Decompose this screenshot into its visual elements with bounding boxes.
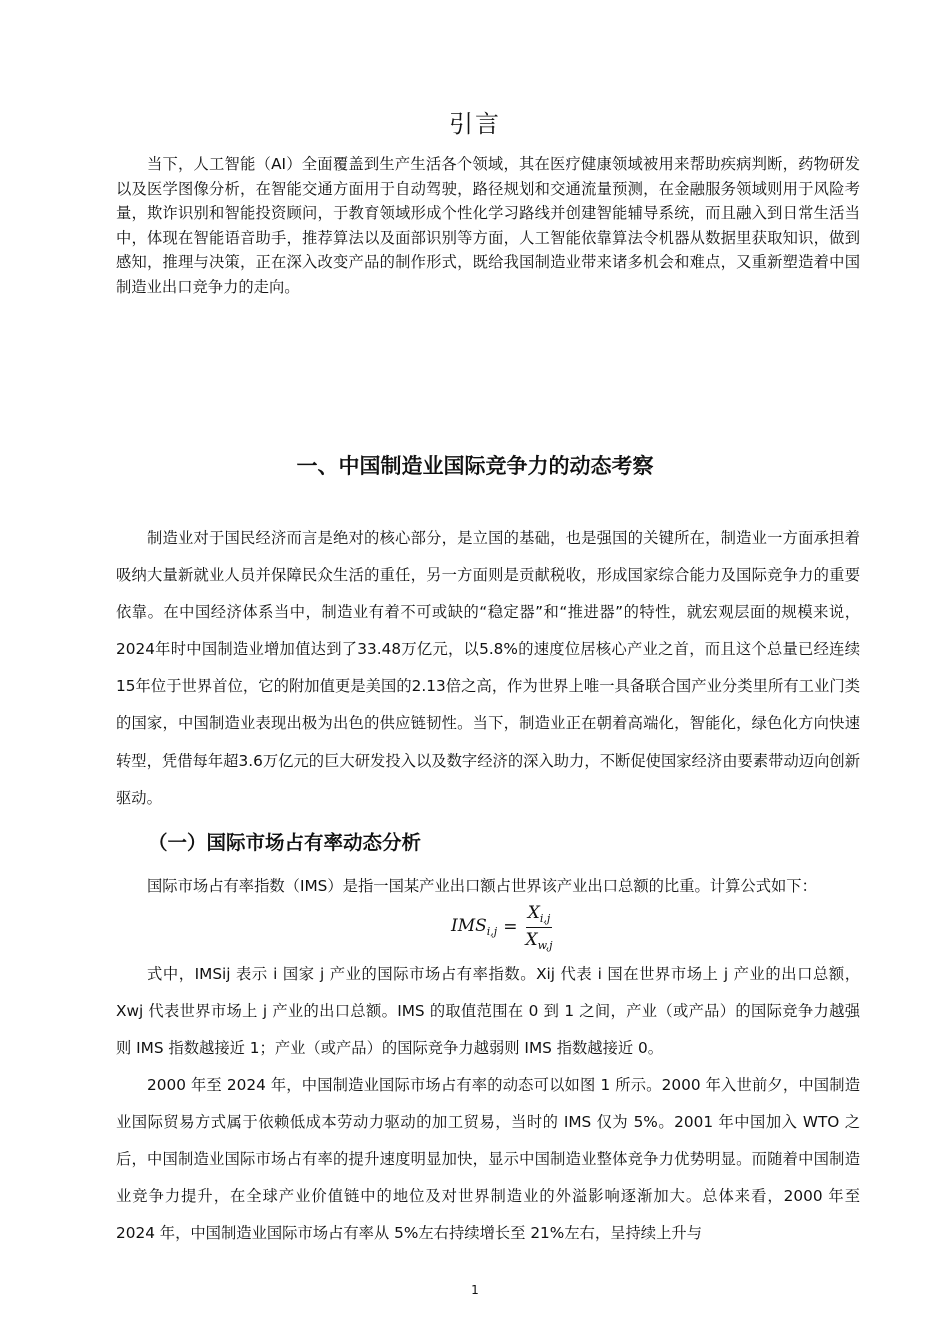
formula-numerator-symbol: X bbox=[527, 902, 540, 923]
formula-denominator-subscript: w,j bbox=[537, 938, 553, 952]
intro-heading: 引言 bbox=[449, 110, 501, 138]
ims-formula bbox=[451, 896, 555, 958]
ims-definition: 国际市场占有率指数（IMS）是指一国某产业出口额占世界该产业出口总额的比重。计算公式如下： bbox=[147, 877, 817, 895]
formula-fraction bbox=[523, 903, 554, 952]
formula-explanation: 式中，IMSij 表示 i 国家 j 产业的国际市场占有率指数。Xij 代表 i 国在世界市场上 j 产业的出口总额，Xwj 代表世界市场上 j 产业的出口总额。IMS 的取值范围在 0 到 1 之间，产业（或产品）的国际竞争力越强则 IMS 指数越接近 1；产业（或产品）的国际竞争力越弱则 IMS 指数越接近 0。 bbox=[116, 965, 860, 1058]
subsection-heading: （一）国际市场占有率动态分析 bbox=[148, 831, 422, 854]
formula-equals: = bbox=[503, 917, 518, 937]
ims-analysis-paragraph: 2000 年至 2024 年，中国制造业国际市场占有率的动态可以如图 1 所示。2000 年入世前夕，中国制造业国际贸易方式属于依赖低成本劳动力驱动的加工贸易，当时的 IMS 仅为 5%。2001 年中国加入 WTO 之后，中国制造业国际市场占有率的提升速度明显加快，显示中国制造业整体竞争力优势明显。而随着中国制造业竞争力提升，在全球产业价值链中的地位及对世界制造业的外溢影响逐渐加大。总体来看，2000 年至 2024 年，中国制造业国际市场占有率从 5%左右持续增长至 21%左右，呈持续上升与 bbox=[116, 1076, 860, 1243]
page-number: 1 bbox=[471, 1283, 479, 1297]
formula-denominator bbox=[523, 928, 554, 952]
formula-numerator bbox=[526, 903, 553, 928]
formula-lhs bbox=[451, 916, 497, 938]
intro-paragraph: 当下，人工智能（AI）全面覆盖到生产生活各个领域，其在医疗健康领域被用来帮助疾病判断，药物研发以及医学图像分析，在智能交通方面用于自动驾驶，路径规划和交通流量预测，在金融服务领域则用于风险考量，欺诈识别和智能投资顾问，于教育领域形成个性化学习路线并创建智能辅导系统，而且融入到日常生活当中，体现在智能语音助手，推荐算法以及面部识别等方面，人工智能依靠算法令机器从数据里获取知识，做到感知，推理与决策，正在深入改变产品的制作形式，既给我国制造业带来诸多机会和难点，又重新塑造着中国制造业出口竞争力的走向。 bbox=[116, 155, 860, 296]
formula-lhs-subscript: i,j bbox=[486, 925, 498, 938]
formula-denominator-symbol: X bbox=[525, 929, 538, 950]
section-heading: 一、中国制造业国际竞争力的动态考察 bbox=[296, 454, 654, 478]
section-paragraph: 制造业对于国民经济而言是绝对的核心部分，是立国的基础，也是强国的关键所在，制造业一方面承担着吸纳大量新就业人员并保障民众生活的重任，另一方面则是贡献税收，形成国家综合能力及国际竞争力的重要依靠。在中国经济体系当中，制造业有着不可或缺的“稳定器”和“推进器”的特性，就宏观层面的规模来说，2024年时中国制造业增加值达到了33.48万亿元，以5.8%的速度位居核心产业之首，而且这个总量已经连续15年位于世界首位，它的附加值更是美国的2.13倍之高，作为世界上唯一具备联合国产业分类里所有工业门类的国家，中国制造业表现出极为出色的供应链韧性。当下，制造业正在朝着高端化，智能化，绿色化方向快速转型，凭借每年超3.6万亿元的巨大研发投入以及数字经济的深入助力，不断促使国家经济由要素带动迈向创新驱动。 bbox=[116, 529, 860, 807]
formula-lhs-symbol: IMS bbox=[451, 916, 487, 936]
formula-numerator-subscript: i,j bbox=[539, 911, 551, 925]
